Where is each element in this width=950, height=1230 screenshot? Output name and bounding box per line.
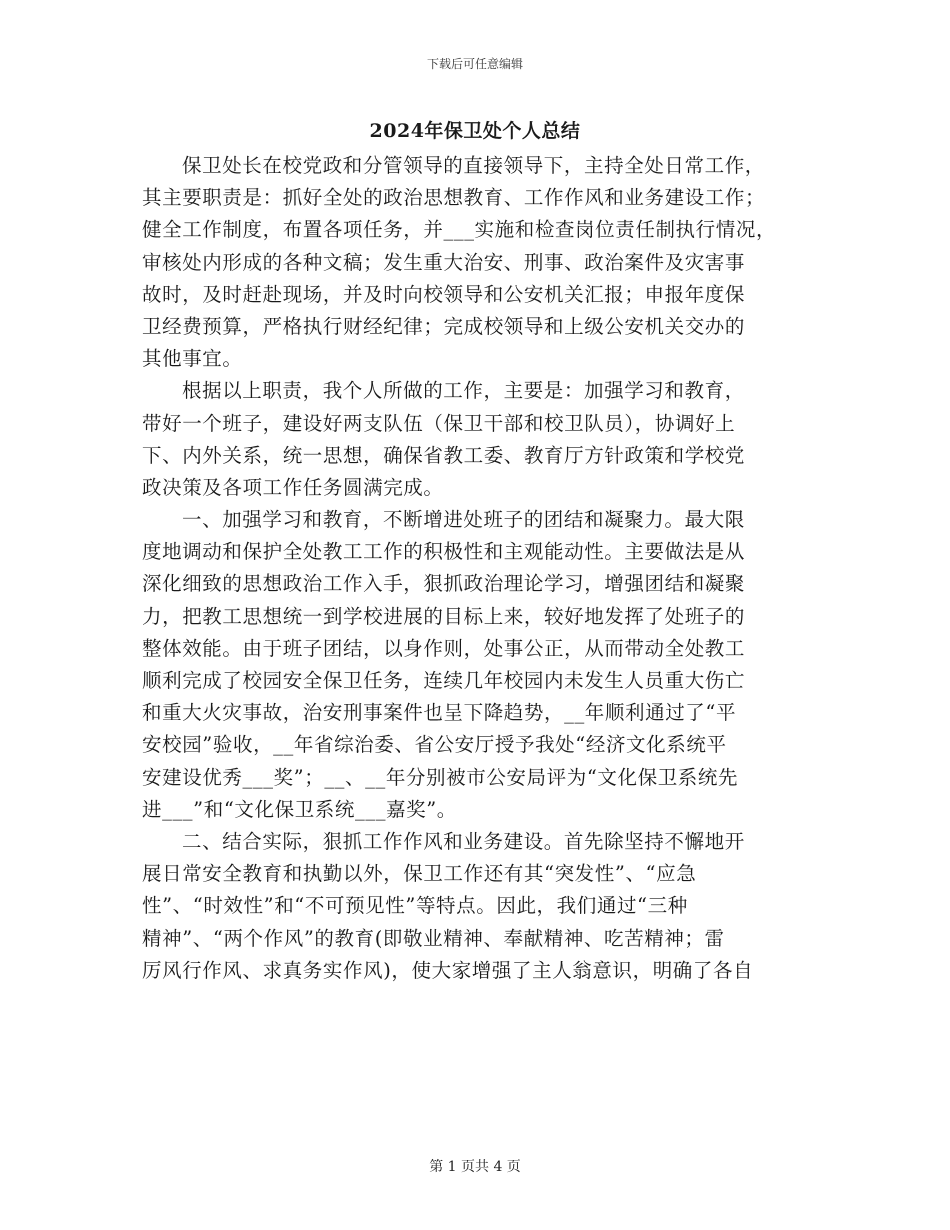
body-line: 整体效能。由于班子团结，以身作则，处事公正，从而带动全处教工 [142,636,746,660]
body-line: 根据以上职责，我个人所做的工作，主要是：加强学习和教育， [182,379,745,403]
body-line: 下、内外关系，统一思想，确保省教工委、教育厅方针政策和学校党 [142,443,746,467]
body-line: 保卫处长在校党政和分管领导的直接领导下，主持全处日常工作， [182,154,765,177]
body-line: 展日常安全教育和执勤以外，保卫工作还有其“突发性”、“应急 [142,862,697,886]
body-line: 其主要职责是：抓好全处的政治思想教育、工作作风和业务建设工作； [142,186,766,210]
body-line: 其他事宜。 [142,347,243,371]
body-line: 卫经费预算，严格执行财经纪律；完成校领导和上级公安机关交办的 [142,314,746,338]
body-line: 进___”和“文化保卫系统___嘉奖”。 [142,797,457,821]
body-line: 度地调动和保护全处教工工作的积极性和主观能动性。主要做法是从 [142,540,746,564]
body-line: 一、加强学习和教育，不断增进处班子的团结和凝聚力。最大限 [182,508,745,532]
body-line: 顺利完成了校园安全保卫任务，连续几年校园内未发生人员重大伤亡 [142,669,746,692]
body-line: 带好一个班子，建设好两支队伍（保卫干部和校卫队员），协调好上 [142,411,736,435]
page-header-note: 下载后可任意编辑 [426,57,523,71]
body-line: 政决策及各项工作任务圆满完成。 [142,475,444,499]
page-number: 第 1 页共 4 页 [429,1159,521,1175]
body-line: 性”、“时效性”和“不可预见性”等特点。因此，我们通过“三种 [142,894,688,918]
document-title: 2024年保卫处个人总结 [369,120,581,142]
body-line: 健全工作制度，布置各项任务，并___实施和检查岗位责任制执行情况， [142,218,777,242]
body-line: 厉风行作风、求真务实作风)，使大家增强了主人翁意识，明确了各自 [142,958,754,982]
body-line: 深化细致的思想政治工作入手，狠抓政治理论学习，增强团结和凝聚 [142,572,746,596]
body-line: 审核处内形成的各种文稿；发生重大治安、刑事、政治案件及灾害事 [142,250,746,274]
body-line: 和重大火灾事故，治安刑事案件也呈下降趋势，__年顺利通过了“平 [142,701,737,725]
body-line: 二、结合实际，狠抓工作作风和业务建设。首先除坚持不懈地开 [182,829,745,853]
body-line: 安校园”验收，__年省综治委、省公安厅授予我处“经济文化系统平 [142,733,727,757]
body-line: 精神”、“两个作风”的教育(即敬业精神、奉献精神、吃苦精神；雷 [142,926,725,950]
body-line: 安建设优秀___奖”；__、__年分别被市公安局评为“文化保卫系统先 [142,765,739,789]
body-line: 力，把教工思想统一到学校进展的目标上来，较好地发挥了处班子的 [142,604,746,628]
body-line: 故时，及时赶赴现场，并及时向校领导和公安机关汇报；申报年度保 [142,282,746,306]
document-body [142,150,812,987]
